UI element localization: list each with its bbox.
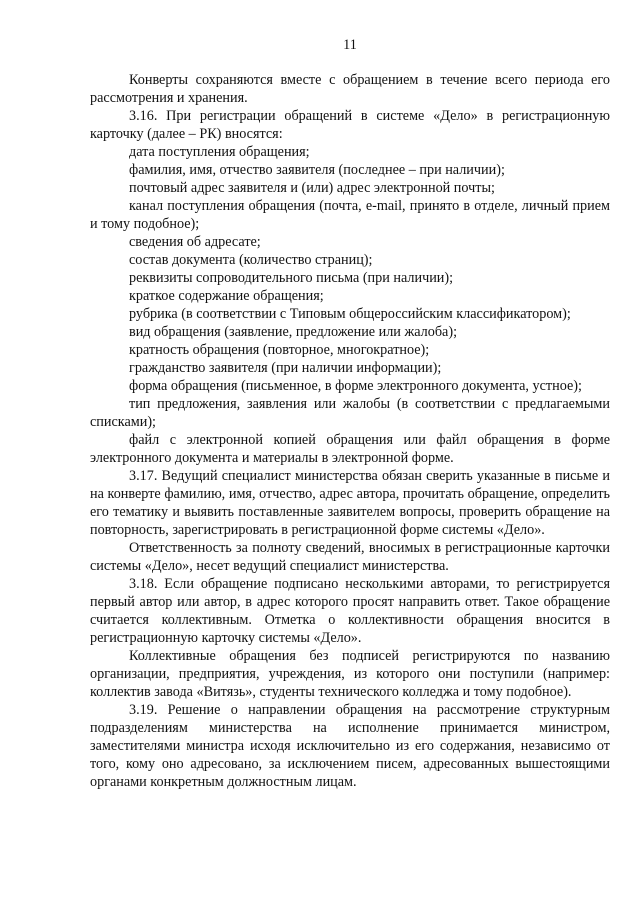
- paragraph-3-19: 3.19. Решение о направлении обращения на рассмотрение структурным подразделениям министерства на исполнение принимается министром, заместителями министра исходя исключительно из его содержания, независимо от того, кому оно адресовано, за исключением писем, адресованных вышестоящими органами конкретным должностным лицам.: [90, 702, 610, 790]
- paragraph-envelopes: Конверты сохраняются вместе с обращением в течение всего периода его рассмотрения и хранения.: [90, 72, 610, 106]
- list-item-cover-letter: реквизиты сопроводительного письма (при наличии);: [129, 270, 454, 286]
- list-item-appeal-type: вид обращения (заявление, предложение или жалоба);: [129, 324, 458, 340]
- list-item-proposal-type: тип предложения, заявления или жалобы (в соответствии с предлагаемыми списками);: [90, 396, 610, 430]
- paragraph-collective-appeals: Коллективные обращения без подписей регистрируются по названию организации, предприятия, учреждения, из которого они поступили (например: коллектив завода «Витязь», студенты технического колледжа и тому подобное).: [90, 648, 610, 700]
- list-item-applicant-name: фамилия, имя, отчество заявителя (последнее – при наличии);: [129, 162, 505, 178]
- paragraph-3-17: 3.17. Ведущий специалист министерства обязан сверить указанные в письме и на конверте фамилию, имя, отчество, адрес автора, прочитать обращение, определить его тематику и выявить поставленные заявителем вопросы, проверить обращение на повторность, зарегистрировать в регистрационной форме системы «Дело».: [90, 468, 610, 538]
- list-item-rubric: рубрика (в соответствии с Типовым общероссийским классификатором);: [129, 306, 571, 322]
- list-item-citizenship: гражданство заявителя (при наличии информации);: [129, 360, 442, 376]
- list-item-postal-address: почтовый адрес заявителя и (или) адрес электронной почты;: [129, 180, 495, 196]
- paragraph-3-18: 3.18. Если обращение подписано несколькими авторами, то регистрируется первый автор или автор, в адрес которого просят направить ответ. Такое обращение считается коллективным. Отметка о коллективности обращения вносится в регистрационную карточку системы «Дело».: [90, 576, 610, 646]
- document-body: [90, 71, 610, 791]
- list-item-appeal-form: форма обращения (письменное, в форме электронного документа, устное);: [129, 378, 582, 394]
- list-item-addressee: сведения об адресате;: [129, 234, 261, 250]
- list-item-receipt-channel: канал поступления обращения (почта, e-mail, принято в отделе, личный прием и тому подобное);: [90, 198, 610, 232]
- page-number: 11: [343, 37, 357, 53]
- list-item-document-composition: состав документа (количество страниц);: [129, 252, 373, 268]
- list-item-electronic-file: файл с электронной копией обращения или файл обращения в форме электронного документа и материалы в электронной форме.: [90, 432, 610, 466]
- paragraph-3-16: 3.16. При регистрации обращений в системе «Дело» в регистрационную карточку (далее – РК) вносятся:: [90, 108, 610, 142]
- list-item-multiplicity: кратность обращения (повторное, многократное);: [129, 342, 430, 358]
- list-item-receipt-date: дата поступления обращения;: [129, 144, 310, 160]
- document-page: [90, 0, 610, 905]
- list-item-summary: краткое содержание обращения;: [129, 288, 324, 304]
- paragraph-responsibility: Ответственность за полноту сведений, вносимых в регистрационные карточки системы «Дело», несет ведущий специалист министерства.: [90, 540, 610, 574]
